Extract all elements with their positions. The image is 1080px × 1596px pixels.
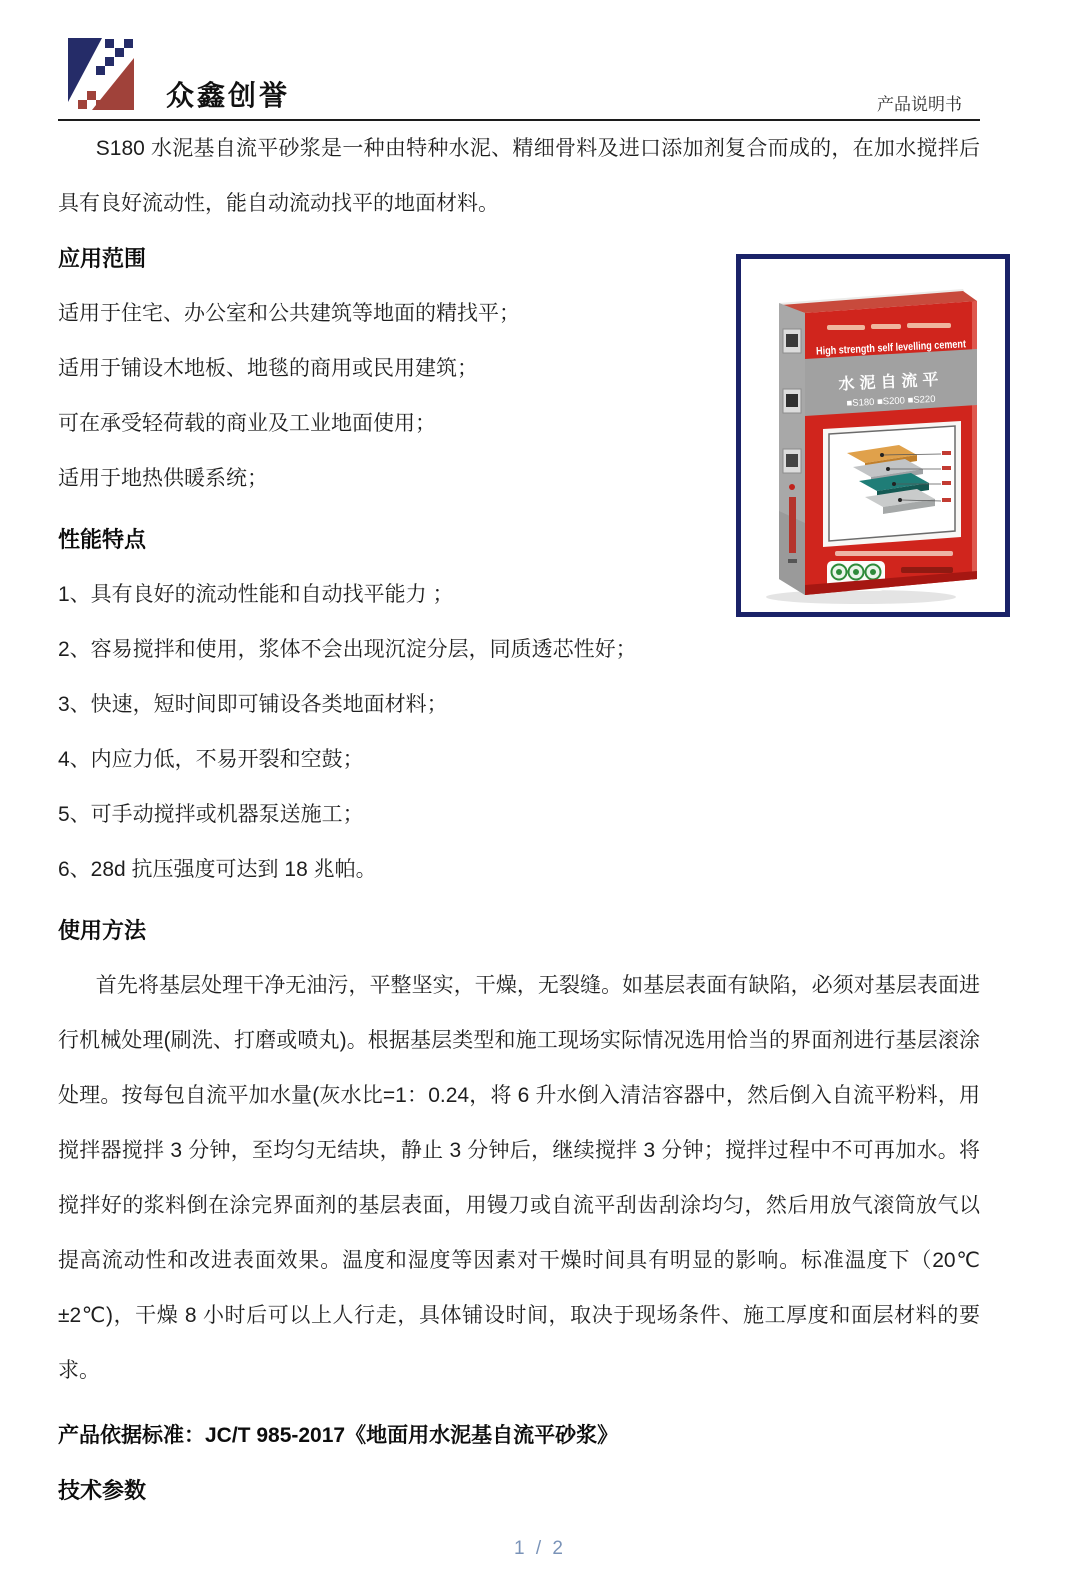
- package-title-en: High strength self levelling cement: [815, 336, 999, 358]
- application-item: 适用于地热供暖系统；: [58, 467, 268, 490]
- application-item: 适用于铺设木地板、地毯的商用或民用建筑；: [58, 357, 478, 380]
- feature-item: 1、具有良好的流动性能和自动找平能力 ；: [58, 583, 454, 606]
- feature-item: 3、快速，短时间即可铺设各类地面材料；: [58, 693, 448, 716]
- standard-reference-line: 产品依据标准：JC/T 985-2017《地面用水泥基自流平砂浆》: [58, 1424, 619, 1447]
- product-package-photo: [736, 254, 1010, 617]
- page-indicator: 1 / 2: [514, 1538, 566, 1559]
- company-name: 众鑫创誉: [166, 80, 291, 111]
- section-heading-features: 性能特点: [58, 527, 147, 552]
- doc-type-label: 产品说明书: [877, 95, 962, 114]
- feature-item: 5、可手动搅拌或机器泵送施工；: [58, 803, 364, 826]
- application-item: 可在承受轻荷载的商业及工业地面使用；: [58, 412, 436, 435]
- usage-paragraph: 首先将基层处理干净无油污，平整坚实，干燥，无裂缝。如基层表面有缺陷，必须对基层表面进行机械处理(刷洗、打磨或喷丸)。根据基层类型和施工现场实际情况选用恰当的界面剂进行基层滚涂处理。按每包自流平加水量(灰水比=1：0.24，将 6 升水倒入清洁容器中，然后倒入自流平粉料，用搅拌器搅拌 3 分钟，至均匀无结块，静止 3 分钟后，继续搅拌 3 分钟；搅拌过程中不可再加水。将搅拌好的浆料倒在涂完界面剂的基层表面，用镘刀或自流平刮齿刮涂均匀，然后用放气滚筒放气以提高流动性和改进表面效果。温度和湿度等因素对干燥时间具有明显的影响。标准温度下（20℃±2℃)，干燥 8 小时后可以上人行走，具体铺设时间，取决于现场条件、施工厚度和面层材料的要求。: [58, 974, 980, 1382]
- feature-item: 6、28d 抗压强度可达到 18 兆帕。: [58, 858, 377, 881]
- page-footer: [0, 1538, 1080, 1560]
- feature-item: 2、容易搅拌和使用，浆体不会出现沉淀分层，同质透芯性好；: [58, 638, 637, 661]
- application-item: 适用于住宅、办公室和公共建筑等地面的精找平；: [58, 302, 520, 325]
- package-title-zh: 水泥自流平: [838, 371, 944, 394]
- intro-paragraph: S180 水泥基自流平砂浆是一种由特种水泥、精细骨料及进口添加剂复合而成的，在加水搅拌后具有良好流动性，能自动流动找平的地面材料。: [58, 137, 980, 215]
- section-heading-tech-params: 技术参数: [58, 1478, 147, 1503]
- section-heading-application: 应用范围: [58, 246, 147, 271]
- package-models: ■S180 ■S200 ■S220: [846, 393, 936, 410]
- section-heading-usage: 使用方法: [58, 918, 147, 943]
- package-illustration: [741, 259, 1005, 612]
- feature-item: 4、内应力低，不易开裂和空鼓；: [58, 748, 364, 771]
